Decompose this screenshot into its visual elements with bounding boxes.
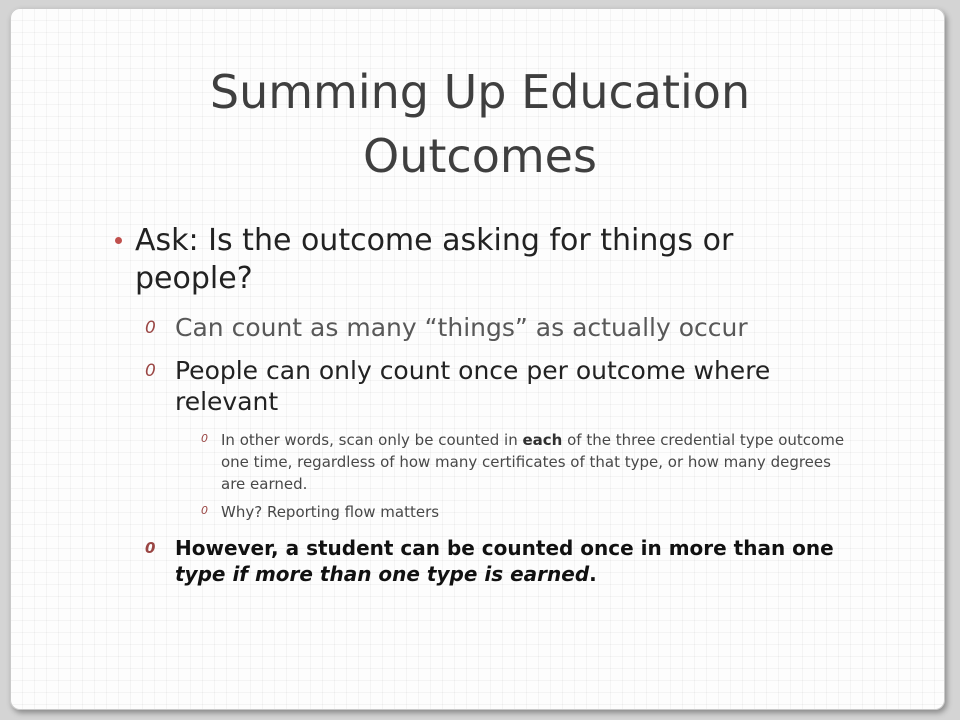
zero-marker: 0 xyxy=(201,504,208,517)
detail-text-before: In other words, scan only be counted in xyxy=(221,431,523,449)
detail-why xyxy=(115,501,855,523)
bullet-ask-text: Ask: Is the outcome asking for things or people? xyxy=(135,223,734,296)
sub-item-things-text: Can count as many “things” as actually occur xyxy=(175,313,748,342)
detail-text-after: of the three credential type outcome one time, regardless of how many certificates of that type, or how many degrees are earned. xyxy=(221,431,845,493)
detail-in-other-words xyxy=(115,429,855,495)
sub-item-however xyxy=(115,535,855,587)
however-text-part1: However, a student can be counted once in more than one xyxy=(175,536,834,560)
detail-text-emphasis: each xyxy=(522,431,563,449)
sub-item-things xyxy=(115,312,855,343)
slide-body xyxy=(115,222,855,599)
sub-item-people-text: People can only count once per outcome where relevant xyxy=(175,356,771,416)
zero-marker: 0 xyxy=(145,318,156,338)
sub-item-people xyxy=(115,355,855,417)
however-text-part2: type if more than one type is earned xyxy=(175,562,590,586)
zero-marker: 0 xyxy=(145,539,156,557)
bullet-ask xyxy=(115,222,855,298)
bullet-dot-icon xyxy=(115,237,122,244)
slide-title: Summing Up Education Outcomes xyxy=(209,65,751,183)
however-text-part3: . xyxy=(589,562,597,586)
zero-marker: 0 xyxy=(201,432,208,445)
zero-marker: 0 xyxy=(145,361,156,381)
detail-why-text: Why? Reporting flow matters xyxy=(221,503,440,521)
